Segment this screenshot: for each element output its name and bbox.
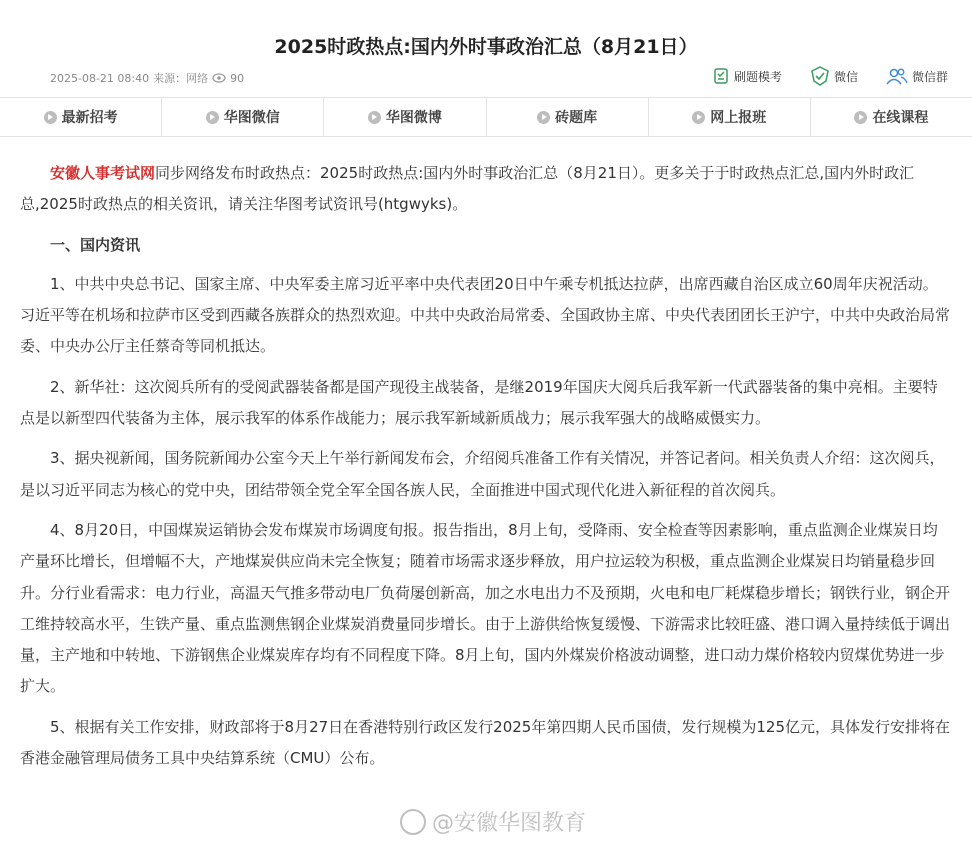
nav-label: 网上报班 [710,110,767,126]
header-links [712,66,948,86]
nav-item-question-bank[interactable] [487,98,649,136]
nav-item-online-course[interactable] [811,98,972,136]
article-body [20,158,950,783]
section-heading: 一、国内资讯 [50,235,141,254]
arrow-circle-icon [206,111,219,124]
arrow-circle-icon [854,111,867,124]
quiz-link[interactable] [712,66,782,86]
eye-icon [212,73,226,83]
wechat-link[interactable] [810,66,858,86]
quiz-label: 刷题模考 [733,69,782,84]
intro-text: 同步网络发布时政热点：2025时政热点:国内外时事政治汇总（8月21日）。更多关于于时政热点汇总,国内外时政汇总,2025时政热点的相关资讯，请关注华图考试资讯号(htgwyks)。 [20,164,915,214]
nav-label: 砖题库 [555,110,598,126]
intro-paragraph [20,158,950,221]
source-label: 来源：网络 [153,72,209,85]
meta-row [0,60,972,98]
site-link[interactable]: 安徽人事考试网 [50,164,156,182]
article-meta [50,70,244,86]
nav-item-wechat[interactable] [162,98,324,136]
article-title: 2025时政热点:国内外时事政治汇总（8月21日） [274,36,698,58]
nav-label: 华图微信 [223,110,280,126]
arrow-circle-icon [44,111,57,124]
arrow-circle-icon [537,111,550,124]
wechat-group-link[interactable] [886,66,948,86]
nav-label: 华图微博 [385,110,442,126]
quiz-icon [712,67,730,85]
nav-item-weibo[interactable] [324,98,486,136]
nav-item-latest-recruit[interactable] [0,98,162,136]
arrow-circle-icon [692,111,705,124]
watermark [400,806,586,837]
news-item: 5、根据有关工作安排，财政部将于8月27日在香港特别行政区发行2025年第四期人民币国债，发行规模为125亿元，具体发行安排将在香港金融管理局债务工具中央结算系统（CMU）公布。 [20,717,950,768]
wechat-shield-icon [810,66,830,86]
nav-label: 最新招考 [61,110,118,126]
view-count: 90 [230,71,245,85]
news-item: 1、中共中央总书记、国家主席、中央军委主席习近平率中央代表团20日中午乘专机抵达拉萨，出席西藏自治区成立60周年庆祝活动。习近平等在机场和拉萨市区受到西藏各族群众的热烈欢迎。中共中央政治局常委、全国政协主席、中央代表团团长王沪宁，中共中央政治局常委、中央办公厅主任蔡奇等同机抵达。 [20,274,951,356]
nav-item-online-signup[interactable] [649,98,811,136]
nav-label: 在线课程 [872,110,929,126]
group-icon [886,67,908,85]
nav-bar [0,97,972,137]
wechat-label: 微信 [833,69,858,84]
news-item: 2、新华社：这次阅兵所有的受阅武器装备都是国产现役主战装备，是继2019年国庆大阅兵后我军新一代武器装备的集中亮相。主要特点是以新型四代装备为主体，展示我军的体系作战能力；展示我军新域新质战力；展示我军强大的战略威慑实力。 [20,377,938,428]
watermark-text: @安徽华图教育 [432,811,587,836]
weibo-logo-icon [400,809,426,835]
arrow-circle-icon [368,111,381,124]
news-item: 3、据央视新闻，国务院新闻办公室今天上午举行新闻发布会，介绍阅兵准备工作有关情况，并答记者问。相关负责人介绍：这次阅兵，是以习近平同志为核心的党中央，团结带领全党全军全国各族人民，全面推进中国式现代化进入新征程的首次阅兵。 [20,449,945,499]
wechat-group-label: 微信群 [911,69,948,84]
publish-date: 2025-08-21 08:40 [50,71,150,85]
news-item: 4、8月20日，中国煤炭运销协会发布煤炭市场调度旬报。报告指出，8月上旬，受降雨、安全检查等因素影响，重点监测企业煤炭日均产量环比增长，但增幅不大，产地煤炭供应尚未完全恢复；随着市场需求逐步释放，用户拉运较为积极，重点监测企业煤炭日均销量稳步回升。分行业看需求：电力行业，高温天气推多带动电厂负荷屡创新高，加之水电出力不及预期，火电和电厂耗煤稳步增长；钢铁行业，钢企开工维持较高水平，生铁产量、重点监测焦钢企业煤炭消费量同步增长。由于上游供给恢复缓慢、下游需求比较旺盛、港口调入量持续低于调出量，主产地和中转地、下游钢焦企业煤炭库存均有不同程度下降。8月上旬，国内外煤炭价格波动调整，进口动力煤价格较内贸煤优势进一步扩大。 [20,520,951,696]
